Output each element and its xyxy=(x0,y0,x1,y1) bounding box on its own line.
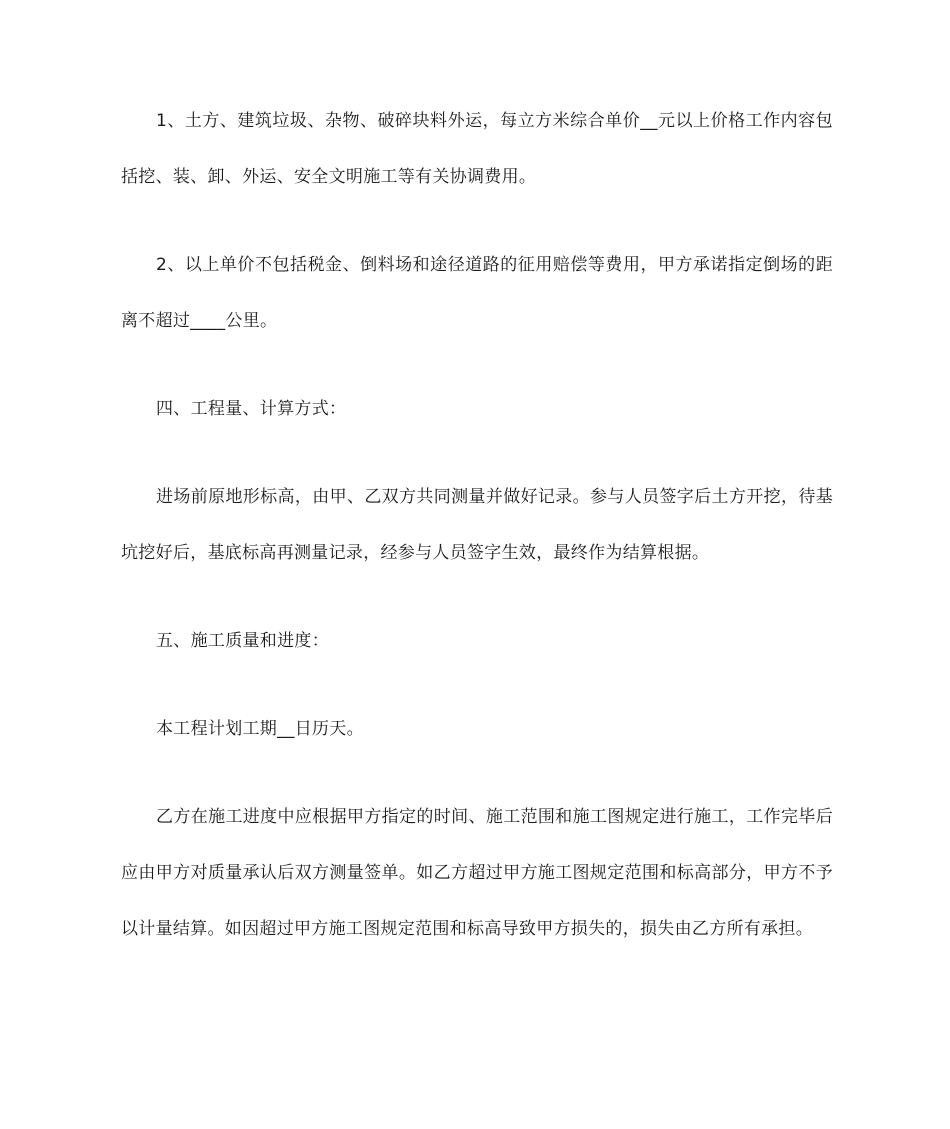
paragraph-price-exclusions: 2、以上单价不包括税金、倒料场和途径道路的征用赔偿等费用，甲方承诺指定倒场的距离不超过____公里。 xyxy=(121,255,833,331)
section-heading-quality-progress: 五、施工质量和进度： xyxy=(156,631,329,651)
paragraph-construction-requirements: 乙方在施工进度中应根据甲方指定的时间、施工范围和施工图规定进行施工，工作完毕后应由甲方对质量承认后双方测量签单。如乙方超过甲方施工图规定范围和标高部分，甲方不予以计量结算。如因超过甲方施工图规定范围和标高导致甲方损失的，损失由乙方所有承担。 xyxy=(121,807,833,939)
document-body xyxy=(121,93,833,957)
paragraph-measurement: 进场前原地形标高，由甲、乙双方共同测量并做好记录。参与人员签字后土方开挖，待基坑挖好后，基底标高再测量记录，经参与人员签字生效，最终作为结算根据。 xyxy=(121,487,833,563)
section-heading-quantity-calculation: 四、工程量、计算方式： xyxy=(156,399,347,419)
paragraph-unit-price: 1、土方、建筑垃圾、杂物、破碎块料外运，每立方米综合单价__元以上价格工作内容包括挖、装、卸、外运、安全文明施工等有关协调费用。 xyxy=(121,111,833,187)
paragraph-schedule: 本工程计划工期__日历天。 xyxy=(156,719,364,739)
